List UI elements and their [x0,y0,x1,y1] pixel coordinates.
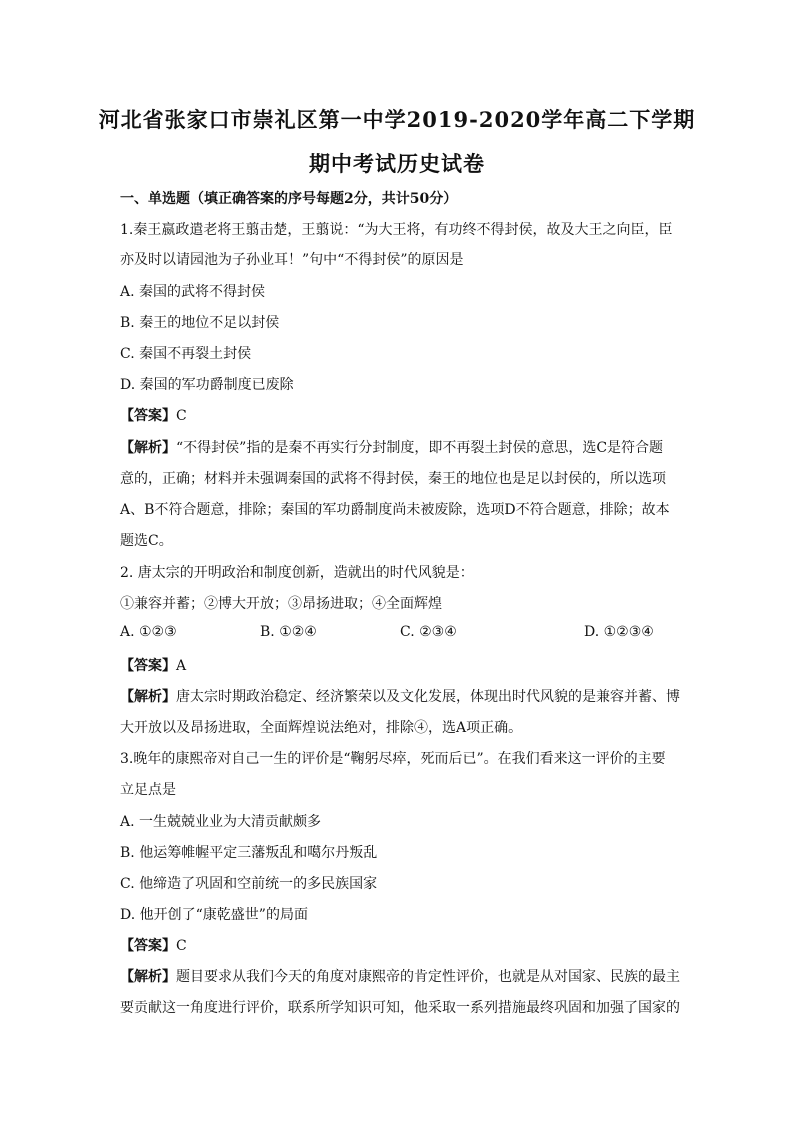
q1-option-c: C. 秦国不再裂土封侯 [120,346,252,362]
analysis-text: “不得封侯”指的是秦不再实行分封制度，即不再裂土封侯的意思，选C是符合题 [176,440,664,456]
q1-option-a: A. 秦国的武将不得封侯 [120,284,266,300]
answer-tag: 【答案】 [120,938,176,954]
analysis-tag: 【解析】 [120,440,176,456]
q1-analysis-line-4: 题选C。 [120,533,173,549]
q2-analysis-line-1 [120,686,680,706]
q3-stem-line-2: 立足点是 [120,782,176,798]
document-title-line-2: 期中考试历史试卷 [309,151,485,176]
section-heading: 一、单选题（填正确答案的序号每题2分，共计50分） [120,191,458,207]
q3-stem-line-1: 3.晚年的康熙帝对自己一生的评价是“鞠躬尽瘁，死而后已”。在我们看来这一评价的主要 [120,751,666,767]
q1-option-b: B. 秦王的地位不足以封侯 [120,315,280,331]
answer-tag: 【答案】 [120,408,176,424]
q2-answer [120,655,186,675]
q2-stem-line-2: ①兼容并蓄；②博大开放；③昂扬进取；④全面辉煌 [120,596,442,612]
q1-stem-line-1: 1.秦王嬴政遣老将王翦击楚，王翦说：“为大王将，有功终不得封侯，故及大王之向臣，臣 [120,222,673,238]
q2-analysis-line-2: 大开放以及昂扬进取，全面辉煌说法绝对，排除④，选A项正确。 [120,720,523,736]
q2-option-c: C. ②③④ [400,624,457,640]
analysis-tag: 【解析】 [120,969,176,985]
q3-answer [120,935,187,955]
q2-option-a: A. ①②③ [120,624,177,640]
q1-analysis-line-1 [120,437,663,457]
q1-answer [120,405,187,425]
q2-option-d: D. ①②③④ [584,624,654,640]
answer-value: A [176,658,187,674]
q3-option-c: C. 他缔造了巩固和空前统一的多民族国家 [120,876,378,892]
q3-option-d: D. 他开创了“康乾盛世”的局面 [120,907,308,923]
analysis-text: 题目要求从我们今天的角度对康熙帝的肯定性评价，也就是从对国家、民族的最主 [176,969,680,985]
q1-analysis-line-3: A、B不符合题意，排除；秦国的军功爵制度尚未被废除，选项D不符合题意，排除；故本 [120,502,670,518]
q3-option-a: A. 一生兢兢业业为大清贡献颇多 [120,814,322,830]
document-title-line-1: 河北省张家口市崇礼区第一中学2019-2020学年高二下学期 [98,107,696,132]
q3-analysis-line-1 [120,966,680,986]
q1-analysis-line-2: 意的，正确；材料并未强调秦国的武将不得封侯，秦王的地位也是足以封侯的，所以选项 [120,471,666,487]
q3-analysis-line-2: 要贡献这一角度进行评价，联系所学知识可知，他采取一系列措施最终巩固和加强了国家的 [120,1000,680,1016]
answer-value: C [176,938,187,954]
q2-option-b: B. ①②④ [260,624,317,640]
answer-value: C [176,408,187,424]
q1-option-d: D. 秦国的军功爵制度已废除 [120,377,294,393]
analysis-text: 唐太宗时期政治稳定、经济繁荣以及文化发展，体现出时代风貌的是兼容并蓄、博 [176,689,680,705]
q3-option-b: B. 他运筹帷幄平定三藩叛乱和噶尔丹叛乱 [120,845,378,861]
analysis-tag: 【解析】 [120,689,176,705]
answer-tag: 【答案】 [120,658,176,674]
q1-stem-line-2: 亦及时以请园池为子孙业耳！”句中“不得封侯”的原因是 [120,252,464,268]
q2-stem-line-1: 2. 唐太宗的开明政治和制度创新，造就出的时代风貌是： [120,565,474,581]
